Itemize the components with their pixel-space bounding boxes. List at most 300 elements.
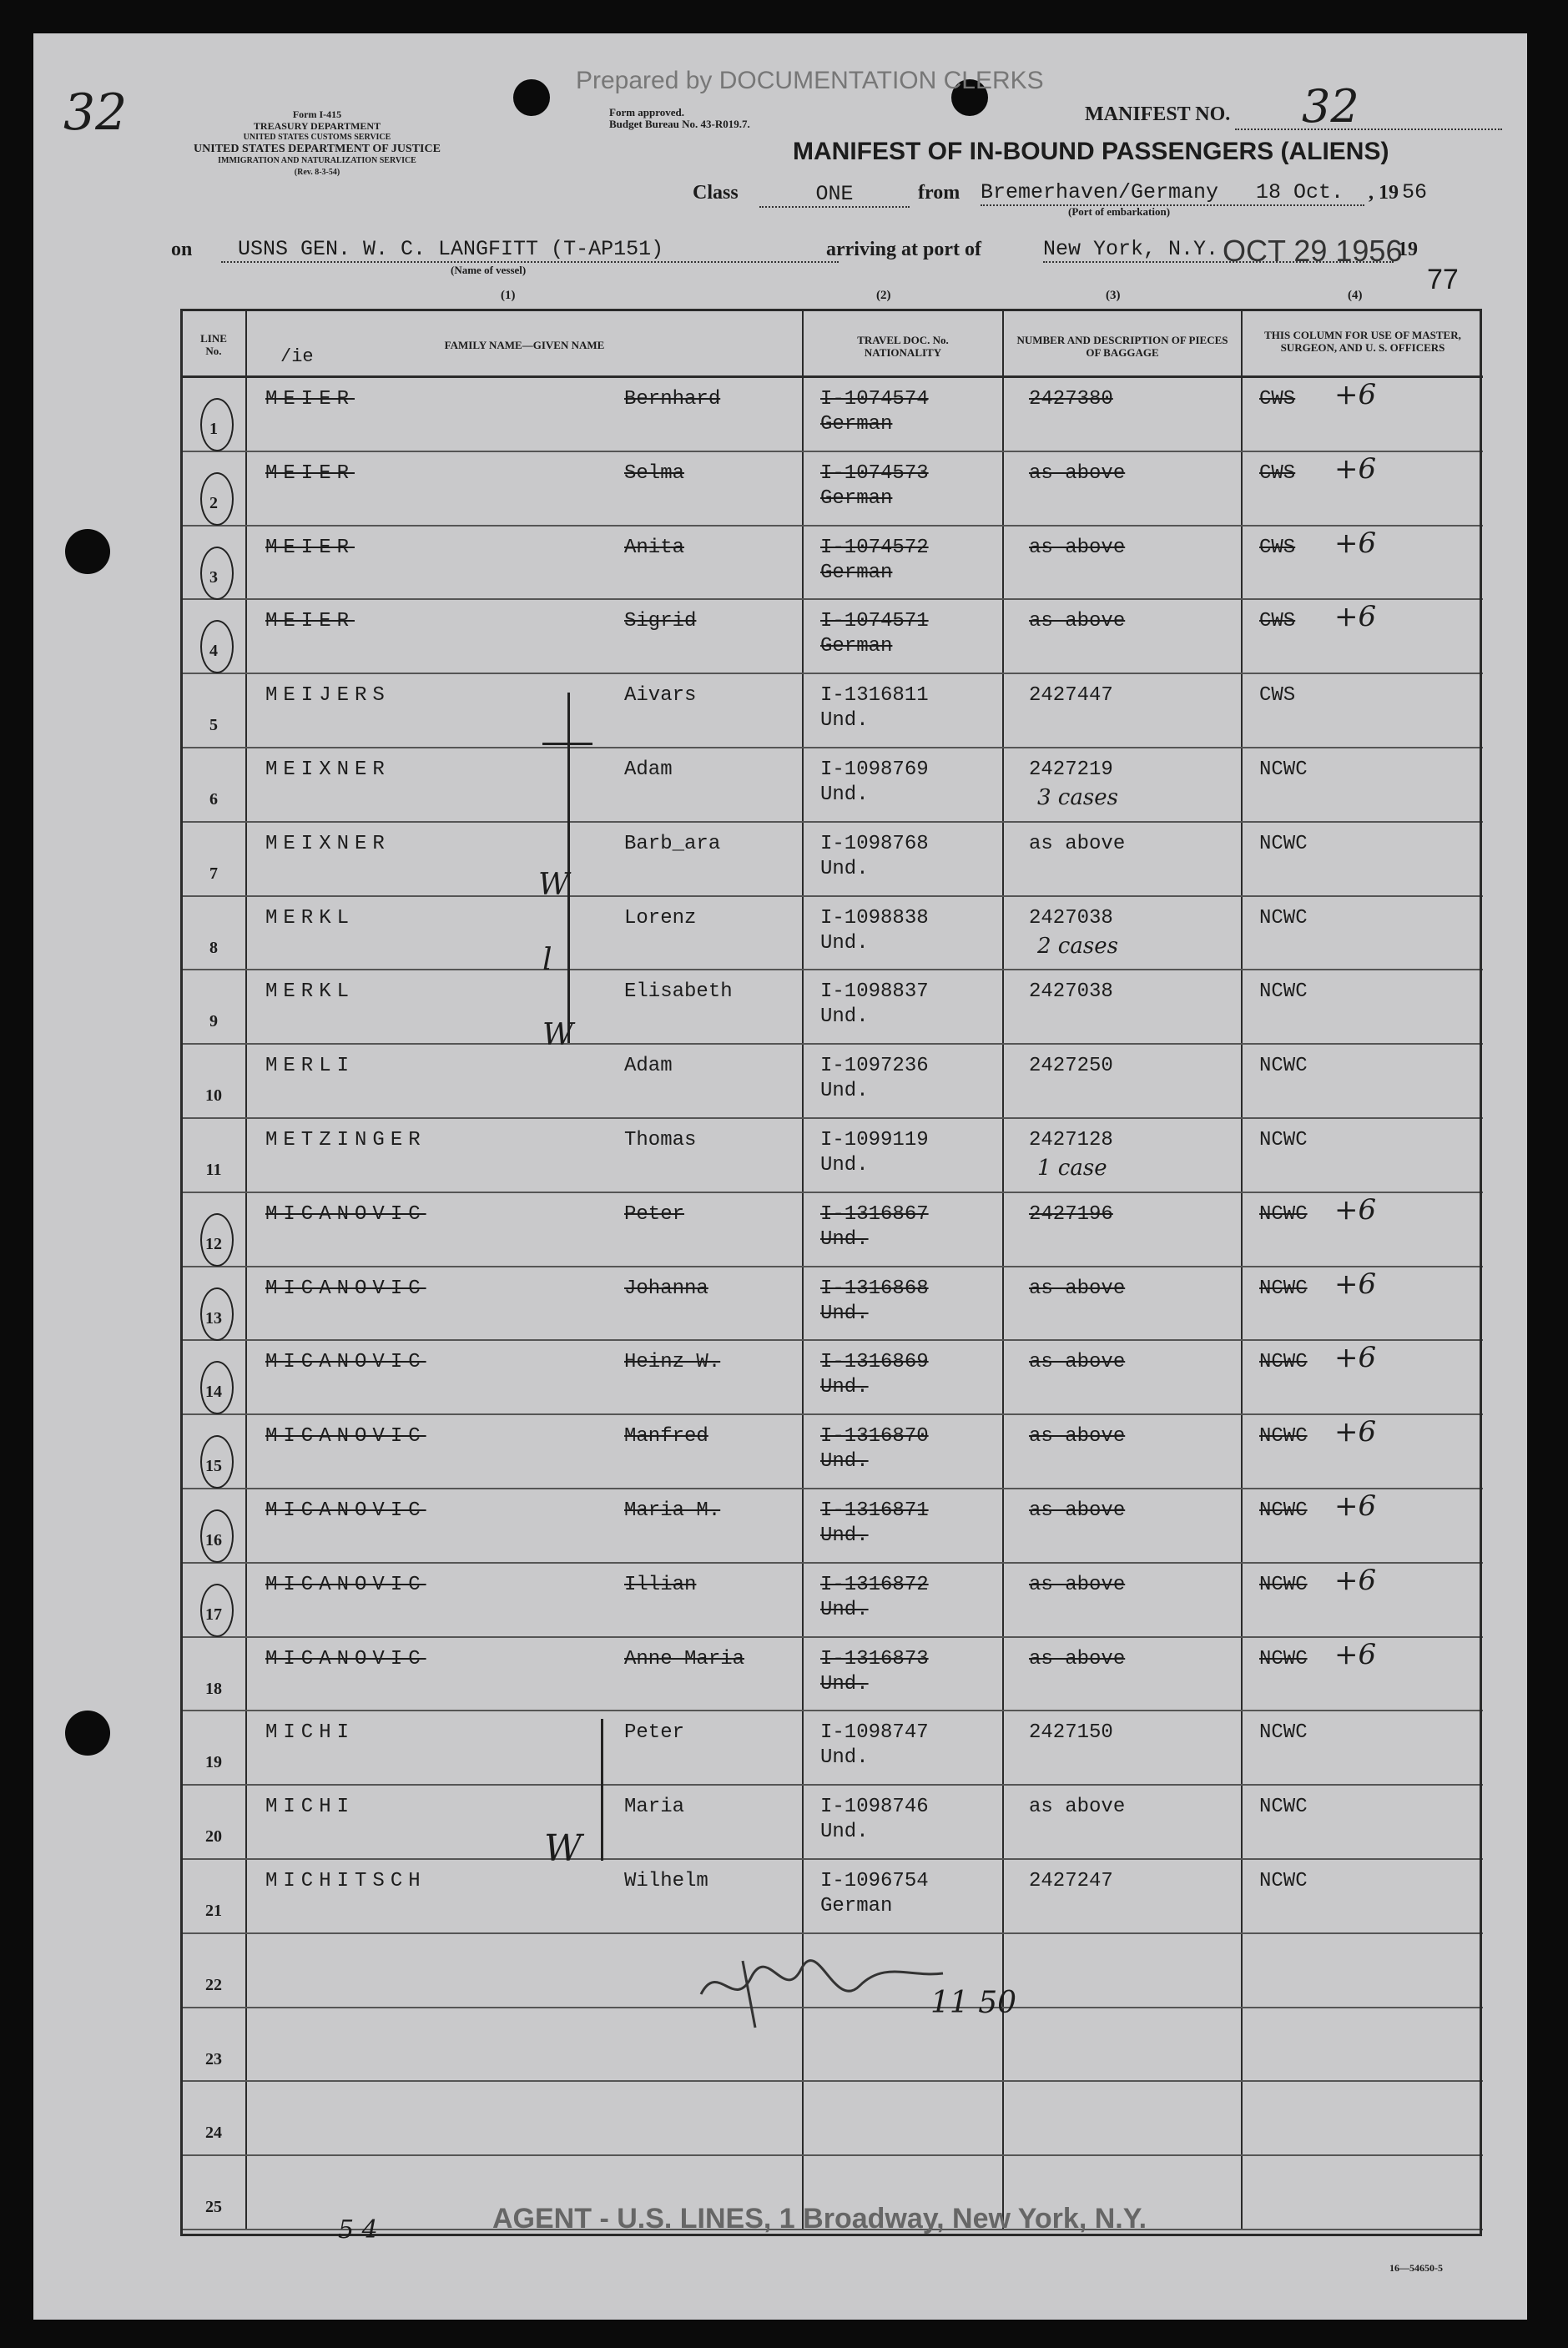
given-name: Peter xyxy=(624,1721,685,1745)
nationality: Und. xyxy=(820,1376,869,1399)
travel-cell xyxy=(803,377,1003,451)
margin-mark: W xyxy=(542,1018,574,1052)
given-name: Heinz W. xyxy=(624,1351,721,1374)
given-name: Manfred xyxy=(624,1425,708,1449)
officer-code: CWS xyxy=(1259,388,1296,411)
form-block: Form I-415 TREASURY DEPARTMENT UNITED STATES CUSTOMS SERVICE UNITED STATES DEPARTMENT OF JUSTICE IMMIGRATION AND NATURALIZATION SERVICE (Rev. 8-3-54) xyxy=(194,108,441,177)
nationality: Und. xyxy=(820,1227,869,1251)
officer-code: NCWC xyxy=(1259,1351,1308,1374)
travel-doc-no: I-1098837 xyxy=(820,980,929,1004)
given-name: Adam xyxy=(624,1055,673,1078)
given-name: Anne Maria xyxy=(624,1647,745,1670)
name-cell xyxy=(246,1859,803,1933)
table-row xyxy=(181,970,1483,1044)
travel-doc-no: I-1316868 xyxy=(820,1277,929,1300)
table-row xyxy=(181,1267,1483,1341)
travel-doc-no: I-1098768 xyxy=(820,832,929,855)
corner-number: 32 xyxy=(63,83,128,142)
header-travel: TRAVEL DOC. No. NATIONALITY xyxy=(803,309,1003,377)
officer-code: CWS xyxy=(1259,684,1296,708)
baggage-cell xyxy=(1003,2081,1242,2155)
baggage-number: 2427250 xyxy=(1029,1055,1113,1078)
name-cell xyxy=(246,1340,803,1414)
family-name: MICANOVIC xyxy=(265,1573,426,1596)
travel-doc-no: I-1098769 xyxy=(820,758,929,781)
travel-cell xyxy=(803,1192,1003,1267)
line-number: 1 xyxy=(209,420,218,438)
baggage-number: as above xyxy=(1029,1425,1126,1449)
from-label: from xyxy=(918,182,960,204)
officers-cell xyxy=(1242,2081,1483,2155)
table-row xyxy=(181,526,1483,600)
table-row xyxy=(181,1414,1483,1489)
travel-cell xyxy=(803,1785,1003,1859)
travel-doc-no: I-1074573 xyxy=(820,461,929,485)
year-value: 56 xyxy=(1402,180,1428,204)
baggage-number: 2427247 xyxy=(1029,1869,1113,1892)
travel-doc-no: I-1097236 xyxy=(820,1055,929,1078)
punch-hole xyxy=(65,529,110,574)
line-number: 17 xyxy=(205,1605,222,1624)
baggage-cell xyxy=(1003,1489,1242,1563)
officer-mark: +6 xyxy=(1334,1415,1377,1449)
header-line-no: LINE No. xyxy=(181,309,246,377)
travel-doc-no: I-1316872 xyxy=(820,1573,929,1596)
name-cell xyxy=(246,1192,803,1267)
line-cell xyxy=(181,896,246,970)
table-row xyxy=(181,1118,1483,1192)
officer-mark: +6 xyxy=(1334,1637,1377,1671)
nationality: Und. xyxy=(820,709,869,733)
travel-doc-no: I-1074571 xyxy=(820,610,929,633)
officer-mark: +6 xyxy=(1334,600,1377,634)
baggage-cell xyxy=(1003,1711,1242,1785)
family-name: MICANOVIC xyxy=(265,1277,426,1300)
family-name: METZINGER xyxy=(265,1128,426,1151)
officer-code: NCWC xyxy=(1259,832,1308,855)
nationality: Und. xyxy=(820,1524,869,1547)
line-cell xyxy=(181,1637,246,1711)
officers-cell xyxy=(1242,1933,1483,2008)
name-cell xyxy=(246,1489,803,1563)
line-cell xyxy=(181,1859,246,1933)
name-cell xyxy=(246,1563,803,1637)
officer-mark: +6 xyxy=(1334,1489,1377,1523)
line-cell xyxy=(181,2008,246,2082)
officer-code: NCWC xyxy=(1259,1721,1308,1745)
baggage-cell xyxy=(1003,822,1242,896)
travel-doc-no: I-1098747 xyxy=(820,1721,929,1745)
line-cell xyxy=(181,599,246,673)
line-cell xyxy=(181,377,246,451)
travel-doc-no: I-1316871 xyxy=(820,1499,929,1522)
name-cell xyxy=(246,1785,803,1859)
baggage-number: as above xyxy=(1029,832,1126,855)
baggage-number: as above xyxy=(1029,610,1126,633)
officer-code: NCWC xyxy=(1259,1499,1308,1522)
officers-cell xyxy=(1242,1489,1483,1563)
line-number: 11 xyxy=(205,1160,222,1179)
officer-signature xyxy=(693,1944,960,2044)
col-number: (4) xyxy=(1348,289,1363,302)
nationality: German xyxy=(820,486,893,510)
baggage-cell xyxy=(1003,1192,1242,1267)
given-name: Barb_ara xyxy=(624,832,721,855)
given-name: Lorenz xyxy=(624,906,697,930)
baggage-cell xyxy=(1003,1267,1242,1341)
officers-cell xyxy=(1242,970,1483,1044)
line-cell xyxy=(181,1711,246,1785)
class-value: ONE xyxy=(759,182,910,208)
line-number: 12 xyxy=(205,1234,222,1253)
officers-cell xyxy=(1242,377,1483,451)
baggage-cell xyxy=(1003,1563,1242,1637)
manifest-no-value: 32 xyxy=(1302,80,1359,133)
officers-cell xyxy=(1242,2155,1483,2230)
line-number: 21 xyxy=(205,1901,222,1920)
baggage-cell xyxy=(1003,451,1242,526)
punch-hole xyxy=(513,79,550,116)
nationality: German xyxy=(820,413,893,436)
line-number: 3 xyxy=(209,567,218,587)
officer-code: NCWC xyxy=(1259,1869,1308,1892)
family-name: MICANOVIC xyxy=(265,1351,426,1374)
line-number: 15 xyxy=(205,1457,222,1476)
manifest-table xyxy=(180,309,1483,2230)
line-cell xyxy=(181,2081,246,2155)
line-cell xyxy=(181,822,246,896)
line-number: 19 xyxy=(205,1753,222,1772)
nationality: German xyxy=(820,635,893,658)
baggage-cell xyxy=(1003,896,1242,970)
table-row xyxy=(181,1711,1483,1785)
name-cell xyxy=(246,896,803,970)
line-number: 5 xyxy=(209,716,218,735)
port-embarkation: Bremerhaven/Germany xyxy=(981,180,1364,206)
officers-cell xyxy=(1242,1192,1483,1267)
travel-cell xyxy=(803,673,1003,748)
baggage-number: 2427219 xyxy=(1029,758,1113,781)
travel-cell xyxy=(803,1637,1003,1711)
baggage-cell xyxy=(1003,1859,1242,1933)
nationality: Und. xyxy=(820,1302,869,1325)
baggage-number: 2427038 xyxy=(1029,980,1113,1004)
officers-cell xyxy=(1242,1637,1483,1711)
family-name: MERKL xyxy=(265,906,355,930)
line-number: 10 xyxy=(205,1086,222,1106)
travel-cell xyxy=(803,896,1003,970)
line-cell xyxy=(181,1118,246,1192)
bracket-line xyxy=(601,1719,603,1861)
line-number: 2 xyxy=(209,493,218,512)
line-cell xyxy=(181,1340,246,1414)
baggage-number: as above xyxy=(1029,1499,1126,1522)
baggage-number: as above xyxy=(1029,1351,1126,1374)
given-name: Johanna xyxy=(624,1277,708,1300)
officers-cell xyxy=(1242,748,1483,822)
nationality: Und. xyxy=(820,1672,869,1695)
family-name: MEIJERS xyxy=(265,684,391,708)
line-number: 7 xyxy=(209,864,218,883)
line-number: 9 xyxy=(209,1012,218,1031)
family-name: MEIER xyxy=(265,610,355,633)
margin-mark: W xyxy=(544,1827,582,1870)
officers-cell xyxy=(1242,1044,1483,1118)
baggage-cell xyxy=(1003,1637,1242,1711)
travel-doc-no: I-1074574 xyxy=(820,388,929,411)
officer-code: CWS xyxy=(1259,610,1296,633)
baggage-cell xyxy=(1003,1044,1242,1118)
margin-mark: W xyxy=(538,868,570,902)
travel-cell xyxy=(803,599,1003,673)
nationality: Und. xyxy=(820,1005,869,1029)
baggage-number: as above xyxy=(1029,1277,1126,1300)
family-name: MICHI xyxy=(265,1796,355,1819)
given-name: Bernhard xyxy=(624,388,721,411)
officers-cell xyxy=(1242,1711,1483,1785)
nationality: Und. xyxy=(820,1821,869,1844)
travel-doc-no: I-1316870 xyxy=(820,1425,929,1449)
vessel-caption: (Name of vessel) xyxy=(451,264,527,276)
officer-code: NCWC xyxy=(1259,1425,1308,1449)
class-label: Class xyxy=(693,182,739,204)
travel-cell xyxy=(803,1044,1003,1118)
officer-mark: +6 xyxy=(1334,378,1377,411)
nationality: Und. xyxy=(820,1598,869,1621)
officer-code: NCWC xyxy=(1259,1128,1308,1151)
family-name: MICHITSCH xyxy=(265,1869,426,1892)
officers-cell xyxy=(1242,451,1483,526)
travel-cell xyxy=(803,2081,1003,2155)
officer-code: NCWC xyxy=(1259,758,1308,781)
name-cell xyxy=(246,970,803,1044)
family-name: MEIER xyxy=(265,388,355,411)
line-number: 8 xyxy=(209,938,218,957)
officer-mark: +6 xyxy=(1334,526,1377,560)
punch-hole xyxy=(65,1711,110,1756)
family-name: MEIXNER xyxy=(265,758,391,781)
line-cell xyxy=(181,970,246,1044)
baggage-cell xyxy=(1003,599,1242,673)
travel-cell xyxy=(803,526,1003,600)
travel-doc-no: I-1316869 xyxy=(820,1351,929,1374)
table-row xyxy=(181,1563,1483,1637)
manifest-title: MANIFEST OF IN-BOUND PASSENGERS (ALIENS) xyxy=(793,138,1389,165)
nationality: Und. xyxy=(820,1746,869,1770)
baggage-cell xyxy=(1003,2008,1242,2082)
travel-doc-no: I-1098746 xyxy=(820,1796,929,1819)
line-cell xyxy=(181,1267,246,1341)
line-cell xyxy=(181,1785,246,1859)
name-cell xyxy=(246,1414,803,1489)
name-cell xyxy=(246,1711,803,1785)
travel-cell xyxy=(803,1711,1003,1785)
officers-cell xyxy=(1242,1785,1483,1859)
travel-doc-no: I-1316811 xyxy=(820,684,929,708)
line-cell xyxy=(181,526,246,600)
officers-cell xyxy=(1242,896,1483,970)
officer-code: NCWC xyxy=(1259,1202,1308,1226)
embark-date: 18 Oct. xyxy=(1256,180,1344,204)
line-number: 4 xyxy=(209,642,218,661)
travel-doc-no: I-1099119 xyxy=(820,1128,929,1151)
baggage-cell xyxy=(1003,970,1242,1044)
given-name: Peter xyxy=(624,1202,685,1226)
line-cell xyxy=(181,1044,246,1118)
travel-cell xyxy=(803,1340,1003,1414)
baggage-number: 2427128 xyxy=(1029,1128,1113,1151)
baggage-cell xyxy=(1003,377,1242,451)
officer-code: NCWC xyxy=(1259,1055,1308,1078)
given-name: Wilhelm xyxy=(624,1869,708,1892)
line-cell xyxy=(181,2155,246,2230)
table-row xyxy=(181,1785,1483,1859)
nationality: German xyxy=(820,561,893,584)
name-cell xyxy=(246,673,803,748)
officers-cell xyxy=(1242,1859,1483,1933)
table-row xyxy=(181,1637,1483,1711)
nationality: Und. xyxy=(820,1080,869,1103)
travel-doc-no: I-1098838 xyxy=(820,906,929,930)
table-row xyxy=(181,1340,1483,1414)
travel-cell xyxy=(803,822,1003,896)
travel-cell xyxy=(803,1563,1003,1637)
baggage-cell xyxy=(1003,748,1242,822)
nationality: Und. xyxy=(820,1450,869,1474)
family-name: MEIXNER xyxy=(265,832,391,855)
travel-doc-no: I-1316873 xyxy=(820,1647,929,1670)
officers-cell xyxy=(1242,526,1483,600)
officer-code: NCWC xyxy=(1259,1647,1308,1670)
col-number: (1) xyxy=(501,289,516,302)
travel-doc-no: I-1096754 xyxy=(820,1869,929,1892)
family-name: MICANOVIC xyxy=(265,1499,426,1522)
name-cell xyxy=(246,599,803,673)
line-cell xyxy=(181,1192,246,1267)
signature-note: 11 50 xyxy=(930,1986,1017,2020)
baggage-cell xyxy=(1003,1118,1242,1192)
table-row xyxy=(181,896,1483,970)
line-number: 14 xyxy=(205,1383,222,1402)
table-row xyxy=(181,377,1483,451)
table-row xyxy=(181,673,1483,748)
officer-code: NCWC xyxy=(1259,906,1308,930)
name-cell xyxy=(246,377,803,451)
manifest-no-label: MANIFEST NO. xyxy=(1085,103,1231,125)
officer-mark: +6 xyxy=(1334,451,1377,486)
baggage-number: as above xyxy=(1029,1796,1126,1819)
family-name: MICANOVIC xyxy=(265,1647,426,1670)
travel-cell xyxy=(803,1859,1003,1933)
officers-cell xyxy=(1242,822,1483,896)
officers-cell xyxy=(1242,1267,1483,1341)
table-row xyxy=(181,1489,1483,1563)
baggage-cell xyxy=(1003,526,1242,600)
given-name: Adam xyxy=(624,758,673,781)
travel-cell xyxy=(803,451,1003,526)
line-cell xyxy=(181,451,246,526)
year-prefix: , 19 xyxy=(1369,182,1399,204)
given-name: Aivars xyxy=(624,684,697,708)
baggage-number: 2427380 xyxy=(1029,388,1113,411)
footer-stamp: AGENT - U.S. LINES, 1 Broadway, New York, N.Y. xyxy=(492,2203,1147,2235)
travel-cell xyxy=(803,1267,1003,1341)
line-cell xyxy=(181,748,246,822)
header-family: FAMILY NAME—GIVEN NAME /ie xyxy=(246,309,803,377)
baggage-number: 2427150 xyxy=(1029,1721,1113,1745)
name-cell xyxy=(246,526,803,600)
officers-cell xyxy=(1242,1340,1483,1414)
footer-code: 16—54650-5 xyxy=(1389,2262,1443,2274)
line-number: 13 xyxy=(205,1308,222,1328)
table-row xyxy=(181,1192,1483,1267)
margin-mark: l xyxy=(542,943,552,977)
family-name: MICANOVIC xyxy=(265,1202,426,1226)
baggage-number: 2427038 xyxy=(1029,906,1113,930)
travel-doc-no: I-1074572 xyxy=(820,536,929,559)
line-cell xyxy=(181,1563,246,1637)
arrival-port: New York, N.Y. xyxy=(1043,237,1394,263)
line-number: 25 xyxy=(205,2198,222,2217)
baggage-cell xyxy=(1003,673,1242,748)
officers-cell xyxy=(1242,1118,1483,1192)
line-cell xyxy=(181,1414,246,1489)
line-number: 20 xyxy=(205,1827,222,1847)
family-name: MEIER xyxy=(265,536,355,559)
officers-cell xyxy=(1242,673,1483,748)
name-cell xyxy=(246,451,803,526)
port-caption: (Port of embarkation) xyxy=(1068,205,1171,218)
line-cell xyxy=(181,1933,246,2008)
officer-code: NCWC xyxy=(1259,1277,1308,1300)
name-cell xyxy=(246,1637,803,1711)
baggage-cell xyxy=(1003,1785,1242,1859)
family-name: MICHI xyxy=(265,1721,355,1745)
table-row xyxy=(181,822,1483,896)
name-cell xyxy=(246,2081,803,2155)
officers-cell xyxy=(1242,2008,1483,2082)
given-name: Maria M. xyxy=(624,1499,721,1522)
officer-mark: +6 xyxy=(1334,1267,1377,1301)
col-number: (2) xyxy=(876,289,891,302)
name-cell xyxy=(246,1118,803,1192)
baggage-number: as above xyxy=(1029,1573,1126,1596)
page-number: 77 xyxy=(1427,264,1459,295)
given-name: Sigrid xyxy=(624,610,697,633)
name-cell xyxy=(246,1044,803,1118)
family-name: MERKL xyxy=(265,980,355,1004)
line-cell xyxy=(181,673,246,748)
officer-mark: +6 xyxy=(1334,1192,1377,1227)
bracket-cross xyxy=(542,743,592,745)
given-name: Anita xyxy=(624,536,685,559)
manifest-no-line xyxy=(1235,127,1502,130)
nationality: Und. xyxy=(820,783,869,806)
family-name: MERLI xyxy=(265,1055,355,1078)
arrival-stamp: OCT 29 1956 xyxy=(1223,234,1403,268)
nationality: Und. xyxy=(820,931,869,955)
baggage-cell xyxy=(1003,1340,1242,1414)
approval-block: Form approved. Budget Bureau No. 43-R019.7. xyxy=(609,106,750,130)
baggage-note: 2 cases xyxy=(1037,933,1118,959)
arriving-label: arriving at port of xyxy=(826,239,981,260)
travel-cell xyxy=(803,1118,1003,1192)
baggage-number: as above xyxy=(1029,461,1126,485)
travel-cell xyxy=(803,748,1003,822)
table-row xyxy=(181,2081,1483,2155)
baggage-number: 2427447 xyxy=(1029,684,1113,708)
travel-doc-no: I-1316867 xyxy=(820,1202,929,1226)
